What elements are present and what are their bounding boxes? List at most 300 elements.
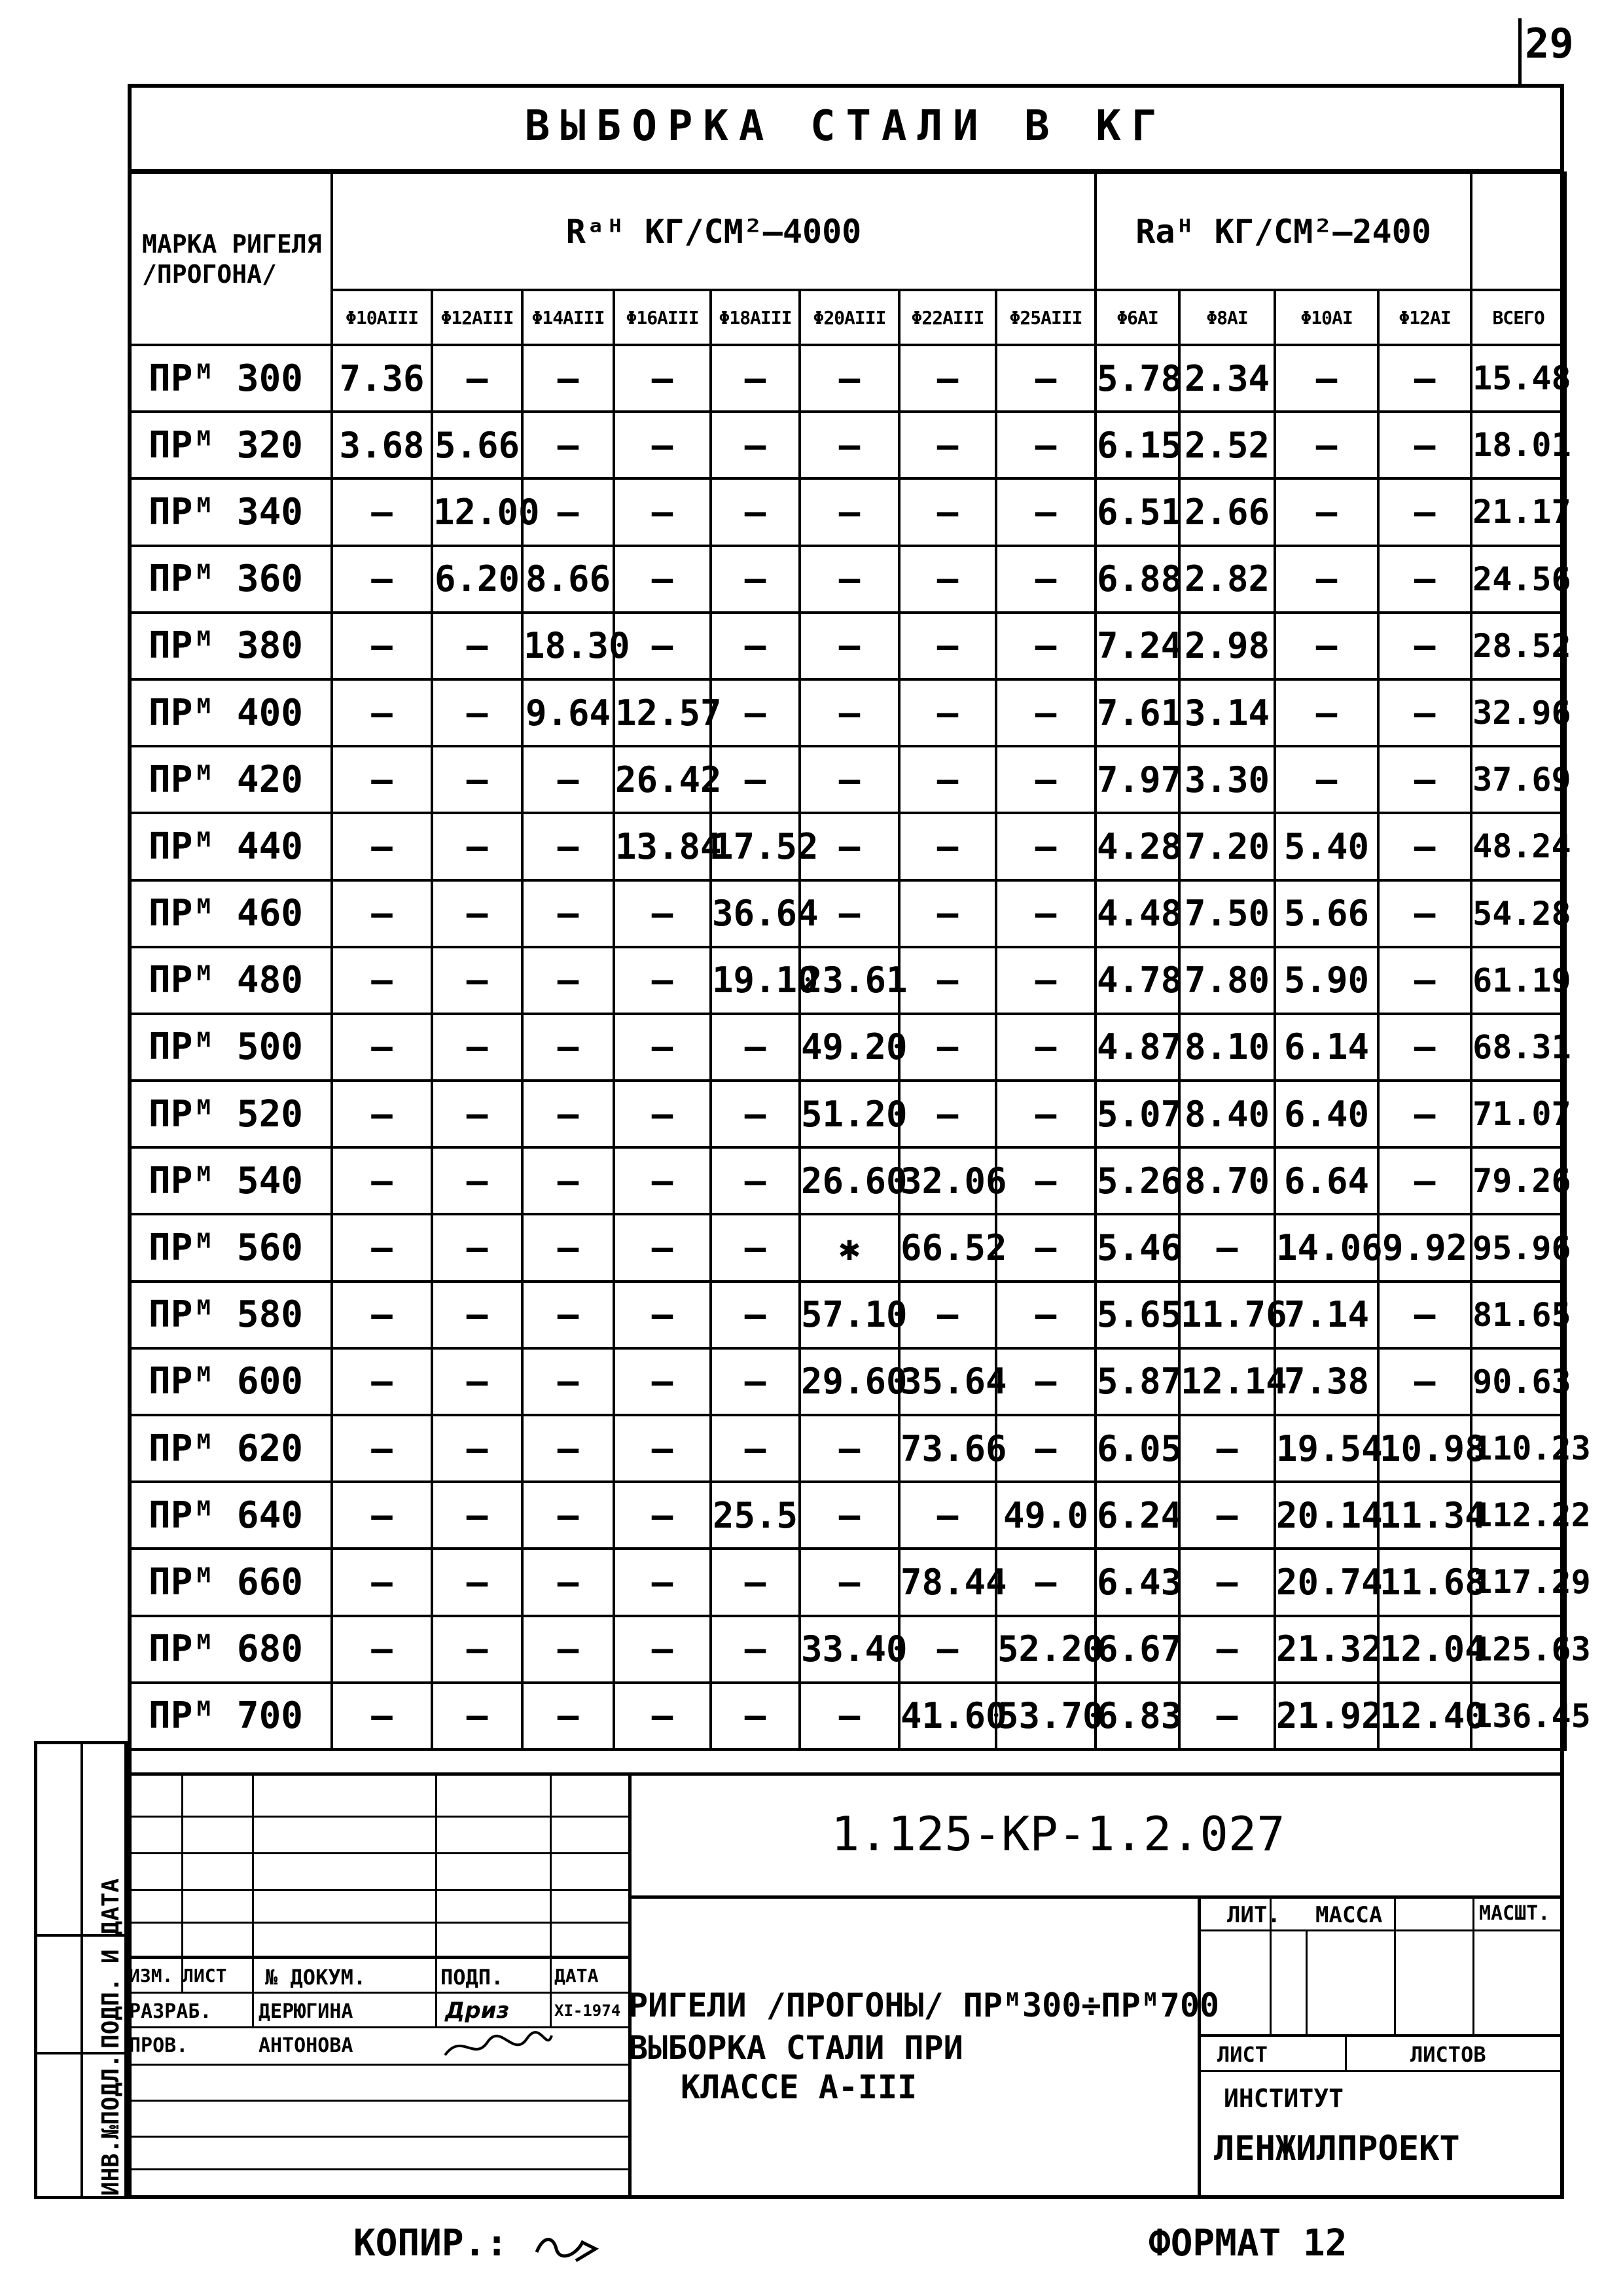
table-cell: – — [1378, 746, 1471, 813]
copy-signature — [530, 2229, 602, 2262]
table-cell: – — [899, 546, 996, 613]
table-cell: 23.61 — [800, 947, 899, 1014]
table-cell: – — [1179, 1482, 1275, 1549]
row-label: ПРᴹ 700 — [129, 1683, 332, 1749]
table-cell: 6.15 — [1096, 412, 1179, 478]
group-b-header: Raᴴ КГ/СМ²–2400 — [1096, 173, 1471, 290]
table-cell: 78.44 — [899, 1549, 996, 1615]
row-total: 28.52 — [1471, 613, 1565, 679]
table-cell: – — [996, 1549, 1096, 1615]
row-label: ПРᴹ 560 — [129, 1214, 332, 1281]
table-cell: – — [1378, 412, 1471, 478]
table-cell: 5.26 — [1096, 1147, 1179, 1214]
row-label: ПРᴹ 660 — [129, 1549, 332, 1615]
table-cell: – — [1275, 746, 1378, 813]
table-cell: – — [432, 1214, 522, 1281]
row-label: ПРᴹ 360 — [129, 546, 332, 613]
table-cell: – — [432, 1683, 522, 1749]
table-cell: 21.92 — [1275, 1683, 1378, 1749]
table-cell: – — [1378, 546, 1471, 613]
table-cell: – — [899, 880, 996, 947]
table-cell: 4.28 — [1096, 813, 1179, 880]
table-cell: 10.98 — [1378, 1415, 1471, 1482]
column-header: Φ10АI — [1275, 290, 1378, 345]
table-cell: – — [432, 1147, 522, 1214]
table-cell: 3.68 — [332, 412, 432, 478]
document-number: 1.125-КР-1.2.027 — [831, 1806, 1285, 1861]
table-cell: – — [522, 1683, 614, 1749]
table-cell: – — [332, 1081, 432, 1147]
row-total: 125.63 — [1471, 1616, 1565, 1683]
table-cell: – — [711, 478, 800, 545]
table-cell: 4.48 — [1096, 880, 1179, 947]
table-cell: – — [996, 546, 1096, 613]
table-cell: – — [432, 1348, 522, 1415]
table-cell: – — [614, 1683, 711, 1749]
table-cell: – — [996, 880, 1096, 947]
table-row — [129, 478, 1565, 545]
table-cell: – — [614, 546, 711, 613]
table-cell: – — [1378, 345, 1471, 412]
table-cell: – — [899, 412, 996, 478]
table-cell: – — [432, 1549, 522, 1615]
table-cell: 7.24 — [1096, 613, 1179, 679]
table-row — [129, 813, 1565, 880]
table-cell: – — [522, 1214, 614, 1281]
table-cell: 29.60 — [800, 1348, 899, 1415]
copy-label-text: КОПИР.: — [353, 2222, 508, 2265]
header-podp: ПОДП. — [440, 1965, 504, 1990]
column-header: Φ8АI — [1179, 290, 1275, 345]
table-cell: – — [522, 1147, 614, 1214]
table-cell: – — [614, 1214, 711, 1281]
table-cell: – — [899, 478, 996, 545]
approval-sidebar — [34, 1741, 128, 2199]
institut-label: ИНСТИТУТ — [1224, 2084, 1344, 2113]
table-cell: – — [432, 1415, 522, 1482]
header-ndok: № ДОКУМ. — [265, 1965, 366, 1990]
table-cell: – — [614, 1147, 711, 1214]
table-cell: – — [332, 1014, 432, 1081]
table-cell: – — [711, 679, 800, 746]
column-header: Φ22АIII — [899, 290, 996, 345]
table-cell: – — [800, 880, 899, 947]
table-row — [129, 679, 1565, 746]
table-cell: – — [711, 1214, 800, 1281]
table-cell: 17.52 — [711, 813, 800, 880]
format-label: ФОРМАТ 12 — [1149, 2222, 1347, 2265]
table-cell: 7.36 — [332, 345, 432, 412]
group-a-header: Rᵃᴴ КГ/СМ²–4000 — [332, 173, 1096, 290]
table-cell: – — [996, 1415, 1096, 1482]
table-cell: – — [711, 1014, 800, 1081]
table-cell: – — [614, 1616, 711, 1683]
page-number: 29 — [1525, 20, 1574, 67]
table-cell: – — [614, 1549, 711, 1615]
row-total: 68.31 — [1471, 1014, 1565, 1081]
table-cell: 6.14 — [1275, 1014, 1378, 1081]
table-cell: – — [996, 1147, 1096, 1214]
table-cell: – — [432, 1482, 522, 1549]
table-cell: – — [899, 746, 996, 813]
table-cell: – — [711, 546, 800, 613]
table-cell: – — [996, 679, 1096, 746]
row-total: 54.28 — [1471, 880, 1565, 947]
table-cell: 49.0 — [996, 1482, 1096, 1549]
lit-label: ЛИТ. — [1227, 1902, 1281, 1928]
table-cell: – — [996, 1081, 1096, 1147]
table-cell: 2.82 — [1179, 546, 1275, 613]
table-cell: – — [614, 412, 711, 478]
listov-label: ЛИСТОВ — [1410, 2042, 1486, 2067]
table-cell: – — [800, 478, 899, 545]
page-number-rule — [1518, 18, 1522, 84]
table-cell: 7.61 — [1096, 679, 1179, 746]
table-cell: – — [800, 546, 899, 613]
table-row — [129, 1214, 1565, 1281]
table-cell: 33.40 — [800, 1616, 899, 1683]
table-cell: – — [899, 679, 996, 746]
table-cell: – — [1378, 1348, 1471, 1415]
table-row — [129, 1348, 1565, 1415]
table-cell: 12.14 — [1179, 1348, 1275, 1415]
row-label: ПРᴹ 680 — [129, 1616, 332, 1683]
table-cell: 12.00 — [432, 478, 522, 545]
table-cell: 3.14 — [1179, 679, 1275, 746]
column-headers — [129, 290, 1565, 345]
row-label: ПРᴹ 300 — [129, 345, 332, 412]
table-cell: – — [1378, 1282, 1471, 1348]
row-label: ПРᴹ 520 — [129, 1081, 332, 1147]
table-cell: 6.64 — [1275, 1147, 1378, 1214]
total-group-blank — [1471, 173, 1565, 290]
table-cell: – — [332, 947, 432, 1014]
table-cell: – — [332, 880, 432, 947]
table-cell: 7.38 — [1275, 1348, 1378, 1415]
row-label: ПРᴹ 540 — [129, 1147, 332, 1214]
table-cell: – — [614, 947, 711, 1014]
table-cell: – — [711, 1147, 800, 1214]
table-cell: 53.70 — [996, 1683, 1096, 1749]
razrab-name: ДЕРЮГИНА — [259, 2000, 353, 2023]
table-cell: 9.64 — [522, 679, 614, 746]
column-header: Φ20АIII — [800, 290, 899, 345]
table-cell: 12.57 — [614, 679, 711, 746]
table-cell: – — [996, 478, 1096, 545]
table-cell: – — [711, 345, 800, 412]
table-row — [129, 1616, 1565, 1683]
mark-header: МАРКА РИГЕЛЯ /ПРОГОНА/ — [129, 173, 332, 345]
prov-label: ПРОВ. — [129, 2034, 188, 2057]
table-cell: 19.10 — [711, 947, 800, 1014]
table-cell: – — [1378, 813, 1471, 880]
column-header: Φ12АIII — [432, 290, 522, 345]
table-cell: – — [899, 1616, 996, 1683]
table-cell: 19.54 — [1275, 1415, 1378, 1482]
table-cell: 66.52 — [899, 1214, 996, 1281]
table-cell: – — [432, 947, 522, 1014]
table-cell: 20.74 — [1275, 1549, 1378, 1615]
table-row — [129, 345, 1565, 412]
table-cell: – — [522, 1282, 614, 1348]
table-cell: 7.97 — [1096, 746, 1179, 813]
table-cell: – — [1275, 679, 1378, 746]
table-row — [129, 412, 1565, 478]
row-label: ПРᴹ 640 — [129, 1482, 332, 1549]
table-cell: 5.66 — [432, 412, 522, 478]
table-cell: – — [432, 345, 522, 412]
row-total: 48.24 — [1471, 813, 1565, 880]
table-cell: – — [996, 947, 1096, 1014]
prov-signature — [442, 2029, 553, 2066]
table-cell: – — [432, 679, 522, 746]
column-header: Φ12АI — [1378, 290, 1471, 345]
table-cell: – — [1378, 880, 1471, 947]
table-cell: – — [614, 1348, 711, 1415]
table-cell: – — [332, 813, 432, 880]
table-cell: – — [1179, 1214, 1275, 1281]
column-header: Φ18АIII — [711, 290, 800, 345]
table-cell: – — [332, 1415, 432, 1482]
table-cell: – — [800, 679, 899, 746]
table-cell: 6.40 — [1275, 1081, 1378, 1147]
inv-podl-label: ИНВ.№ПОДЛ. — [98, 2054, 124, 2196]
table-cell: – — [332, 679, 432, 746]
table-row — [129, 1282, 1565, 1348]
table-cell: – — [800, 345, 899, 412]
table-cell: – — [432, 1014, 522, 1081]
table-cell: – — [332, 1549, 432, 1615]
table-row — [129, 1482, 1565, 1549]
table-row — [129, 1683, 1565, 1749]
table-cell: – — [1378, 1081, 1471, 1147]
row-total: 37.69 — [1471, 746, 1565, 813]
podp-data-label: ПОДП. И ДАТА — [98, 1878, 124, 2049]
table-cell: 5.07 — [1096, 1081, 1179, 1147]
table-cell: – — [800, 1683, 899, 1749]
table-cell: – — [332, 1348, 432, 1415]
table-cell: – — [332, 1683, 432, 1749]
table-cell: 57.10 — [800, 1282, 899, 1348]
table-cell: – — [800, 1415, 899, 1482]
row-total: 95.96 — [1471, 1214, 1565, 1281]
table-cell: 20.14 — [1275, 1482, 1378, 1549]
column-header: Φ10АIII — [332, 290, 432, 345]
table-cell: – — [332, 546, 432, 613]
table-cell: – — [522, 412, 614, 478]
header-data: ДАТА — [554, 1965, 599, 1986]
row-label: ПРᴹ 600 — [129, 1348, 332, 1415]
table-cell: – — [332, 1147, 432, 1214]
table-cell: – — [996, 613, 1096, 679]
table-cell: – — [522, 1549, 614, 1615]
table-cell: 7.50 — [1179, 880, 1275, 947]
row-label: ПРᴹ 620 — [129, 1415, 332, 1482]
razrab-signature: Дриз — [445, 1998, 510, 2024]
table-cell: – — [614, 478, 711, 545]
table-cell: – — [711, 1348, 800, 1415]
steel-schedule-table — [128, 171, 1591, 1751]
table-cell: – — [899, 1282, 996, 1348]
table-cell: 5.65 — [1096, 1282, 1179, 1348]
table-cell: 51.20 — [800, 1081, 899, 1147]
table-cell: – — [800, 613, 899, 679]
table-cell: – — [522, 478, 614, 545]
table-cell: 73.66 — [899, 1415, 996, 1482]
table-row — [129, 1549, 1565, 1615]
table-cell: – — [800, 746, 899, 813]
row-total: 21.17 — [1471, 478, 1565, 545]
table-cell: – — [800, 1549, 899, 1615]
table-row — [129, 1081, 1565, 1147]
table-cell: 8.10 — [1179, 1014, 1275, 1081]
table-row — [129, 947, 1565, 1014]
table-row — [129, 880, 1565, 947]
row-label: ПРᴹ 400 — [129, 679, 332, 746]
table-cell: 25.5 — [711, 1482, 800, 1549]
column-header: Φ25АIII — [996, 290, 1096, 345]
table-cell: – — [432, 1282, 522, 1348]
row-total: 81.65 — [1471, 1282, 1565, 1348]
table-cell: 6.43 — [1096, 1549, 1179, 1615]
row-total: 32.96 — [1471, 679, 1565, 746]
table-cell: 6.05 — [1096, 1415, 1179, 1482]
table-cell: ✱ — [800, 1214, 899, 1281]
table-cell: – — [614, 1081, 711, 1147]
description-line-3: КЛАССЕ А-III — [681, 2068, 918, 2106]
table-cell: – — [522, 880, 614, 947]
row-label: ПРᴹ 480 — [129, 947, 332, 1014]
table-cell: – — [899, 345, 996, 412]
row-label: ПРᴹ 380 — [129, 613, 332, 679]
column-header: Φ6АI — [1096, 290, 1179, 345]
table-cell: – — [800, 1482, 899, 1549]
table-cell: 12.40 — [1378, 1683, 1471, 1749]
table-title: ВЫБОРКА СТАЛИ В КГ — [128, 84, 1564, 173]
table-cell: – — [996, 1014, 1096, 1081]
description-line-1: РИГЕЛИ /ПРОГОНЫ/ ПРᴹ300÷ПРᴹ700 — [628, 1986, 1220, 2024]
table-cell: 6.20 — [432, 546, 522, 613]
table-cell: – — [614, 613, 711, 679]
table-cell: 49.20 — [800, 1014, 899, 1081]
row-total: 110.23 — [1471, 1415, 1565, 1482]
table-cell: – — [1275, 613, 1378, 679]
table-cell: – — [522, 345, 614, 412]
row-total: 90.63 — [1471, 1348, 1565, 1415]
table-cell: – — [800, 412, 899, 478]
table-cell: 35.64 — [899, 1348, 996, 1415]
table-cell: – — [432, 1616, 522, 1683]
table-cell: – — [522, 1482, 614, 1549]
table-row — [129, 546, 1565, 613]
table-cell: – — [522, 947, 614, 1014]
table-cell: 7.80 — [1179, 947, 1275, 1014]
table-cell: 11.34 — [1378, 1482, 1471, 1549]
table-cell: – — [1179, 1683, 1275, 1749]
table-cell: – — [711, 746, 800, 813]
table-cell: – — [899, 1482, 996, 1549]
header-izm: ИЗМ. — [129, 1965, 173, 1986]
table-cell: 2.66 — [1179, 478, 1275, 545]
row-total: 136.45 — [1471, 1683, 1565, 1749]
table-cell: – — [614, 1282, 711, 1348]
row-total: 15.48 — [1471, 345, 1565, 412]
table-cell: 2.98 — [1179, 613, 1275, 679]
table-cell: – — [1378, 478, 1471, 545]
table-cell: – — [332, 1616, 432, 1683]
table-cell: – — [800, 813, 899, 880]
table-cell: 6.67 — [1096, 1616, 1179, 1683]
table-cell: 7.14 — [1275, 1282, 1378, 1348]
header-list: ЛИСТ — [183, 1965, 227, 1986]
table-cell: – — [1378, 947, 1471, 1014]
table-cell: – — [1275, 345, 1378, 412]
razrab-date: XI-1974 — [554, 2001, 621, 2020]
table-cell: – — [899, 947, 996, 1014]
table-cell: 6.24 — [1096, 1482, 1179, 1549]
table-cell: 36.64 — [711, 880, 800, 947]
table-cell: – — [1275, 412, 1378, 478]
table-cell: – — [996, 1282, 1096, 1348]
table-cell: – — [996, 345, 1096, 412]
row-label: ПРᴹ 460 — [129, 880, 332, 947]
table-cell: – — [899, 1081, 996, 1147]
table-cell: – — [1275, 478, 1378, 545]
table-cell: – — [332, 1282, 432, 1348]
table-row — [129, 746, 1565, 813]
table-cell: 14.06 — [1275, 1214, 1378, 1281]
table-cell: 5.66 — [1275, 880, 1378, 947]
table-cell: – — [1179, 1616, 1275, 1683]
table-cell: 3.30 — [1179, 746, 1275, 813]
table-cell: 2.34 — [1179, 345, 1275, 412]
table-cell: – — [711, 1683, 800, 1749]
table-cell: 26.42 — [614, 746, 711, 813]
table-cell: – — [614, 880, 711, 947]
table-cell: – — [711, 1282, 800, 1348]
table-cell: 8.70 — [1179, 1147, 1275, 1214]
row-label: ПРᴹ 340 — [129, 478, 332, 545]
table-cell: – — [332, 1214, 432, 1281]
table-cell: – — [522, 1616, 614, 1683]
column-header: Φ14АIII — [522, 290, 614, 345]
row-total: 79.26 — [1471, 1147, 1565, 1214]
table-cell: 11.76 — [1179, 1282, 1275, 1348]
table-cell: – — [899, 1014, 996, 1081]
table-cell: 26.60 — [800, 1147, 899, 1214]
table-row — [129, 1014, 1565, 1081]
table-cell: – — [711, 1415, 800, 1482]
list-label: ЛИСТ — [1217, 2042, 1268, 2067]
table-cell: 18.30 — [522, 613, 614, 679]
table-cell: – — [332, 1482, 432, 1549]
table-body — [129, 345, 1591, 1749]
table-cell: – — [332, 746, 432, 813]
table-cell: 5.78 — [1096, 345, 1179, 412]
table-cell: 5.40 — [1275, 813, 1378, 880]
table-cell: 4.78 — [1096, 947, 1179, 1014]
table-cell: 5.46 — [1096, 1214, 1179, 1281]
table-cell: – — [432, 613, 522, 679]
table-cell: – — [1378, 1147, 1471, 1214]
table-cell: 41.60 — [899, 1683, 996, 1749]
table-cell: 6.88 — [1096, 546, 1179, 613]
razrab-label: РАЗРАБ. — [129, 2000, 212, 2023]
table-cell: – — [711, 613, 800, 679]
table-cell: 7.20 — [1179, 813, 1275, 880]
table-cell: – — [711, 1616, 800, 1683]
table-cell: – — [522, 1348, 614, 1415]
